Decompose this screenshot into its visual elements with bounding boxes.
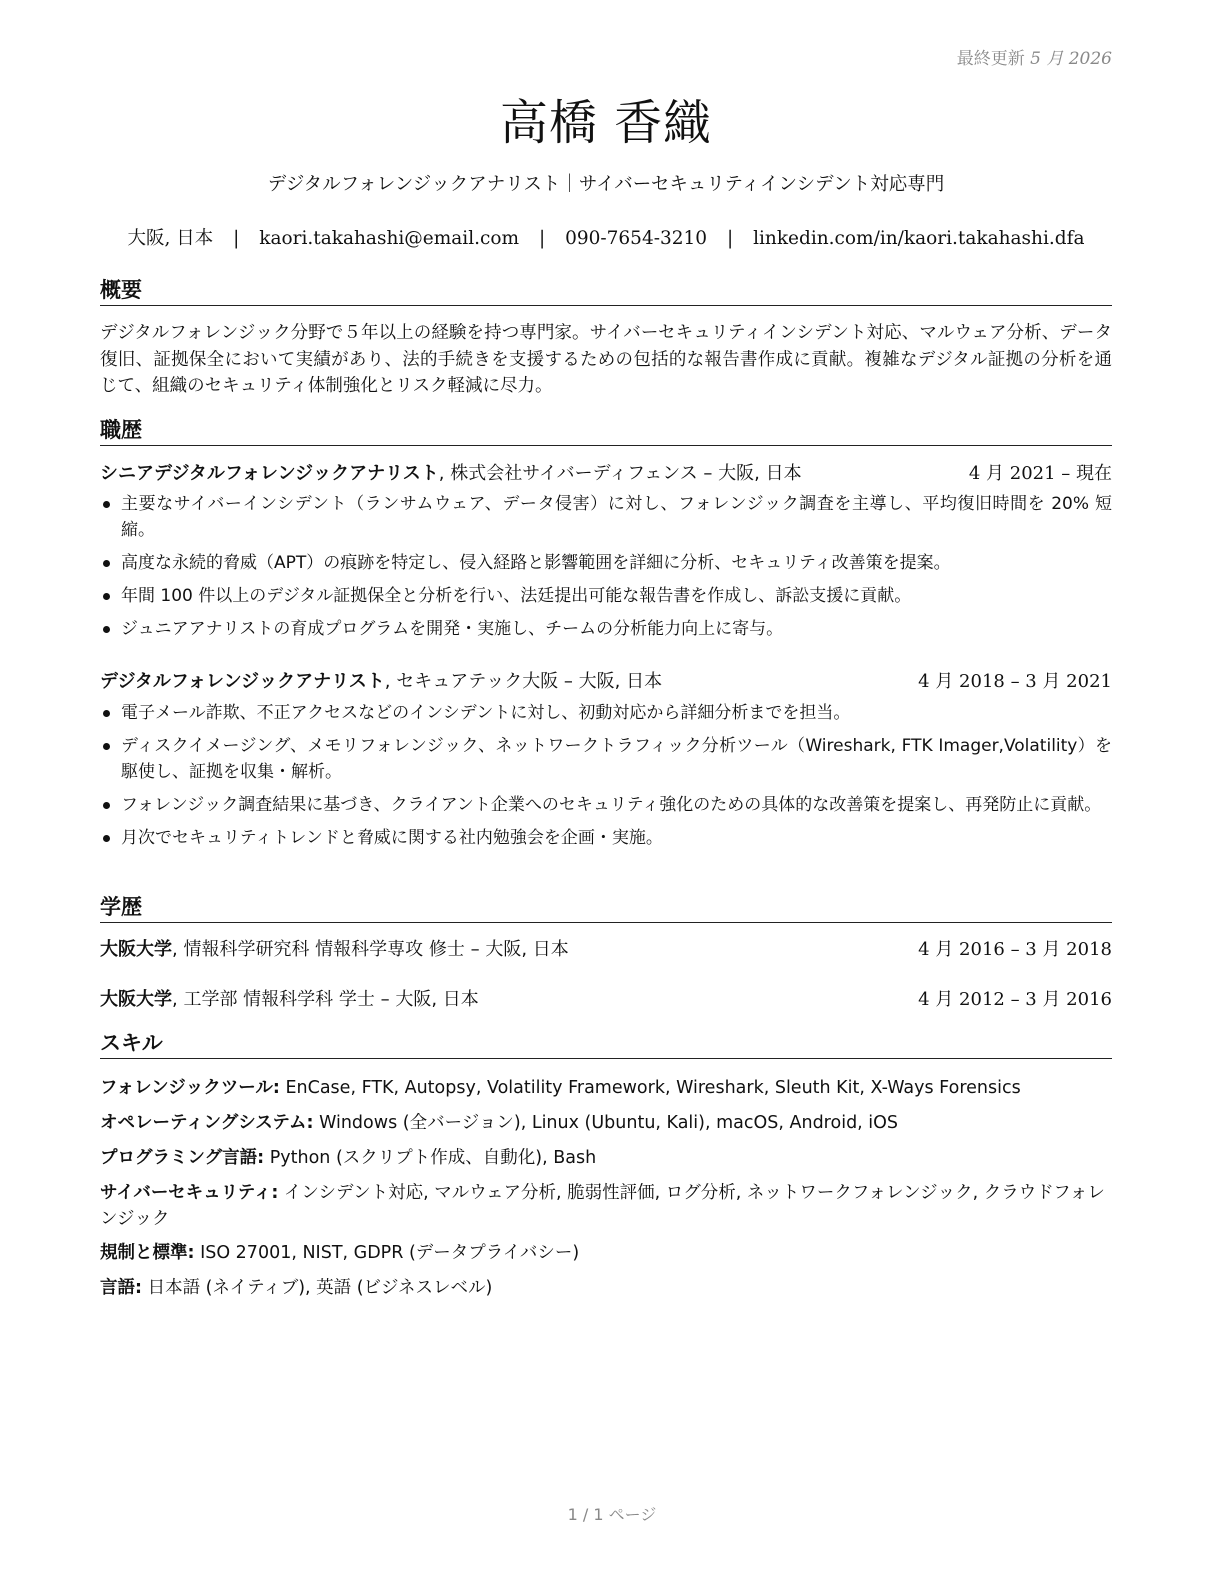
education-date: 4 月 2012 – 3 月 2016 bbox=[918, 989, 1112, 1010]
job-bullet: 主要なサイバーインシデント（ランサムウェア、データ侵害）に対し、フォレンジック調査を主導し、平均復旧時間を 20% 短縮。 bbox=[100, 491, 1112, 543]
job-bullet: ディスクイメージング、メモリフォレンジック、ネットワークトラフィック分析ツール（Wireshark, FTK Imager,Volatility）を駆使し、証拠を収集・解析。 bbox=[100, 733, 1112, 785]
education-date: 4 月 2016 – 3 月 2018 bbox=[918, 939, 1112, 960]
skill-row bbox=[100, 1240, 1112, 1266]
job-header bbox=[100, 670, 1112, 694]
contact-line bbox=[100, 224, 1112, 250]
person-name: 高橋 香織 bbox=[499, 95, 713, 151]
skill-row bbox=[100, 1145, 1112, 1171]
section-heading-summary: 概要 bbox=[100, 276, 1112, 306]
skill-value: 日本語 (ネイティブ), 英語 (ビジネスレベル) bbox=[142, 1278, 493, 1298]
school-name: 大阪大学 bbox=[100, 939, 172, 960]
section-heading-skills: スキル bbox=[100, 1029, 1112, 1059]
job-subtitle: デジタルフォレンジックアナリスト｜サイバーセキュリティインシデント対応専門 bbox=[267, 174, 945, 195]
contact-separator: | bbox=[726, 228, 734, 249]
last-updated-label: 最終更新 bbox=[956, 49, 1025, 69]
skill-value: インシデント対応, マルウェア分析, 脆弱性評価, ログ分析, ネットワークフォレンジック, クラウドフォレンジック bbox=[100, 1183, 1105, 1229]
job-bullet: フォレンジック調査結果に基づき、クライアント企業へのセキュリティ強化のための具体的な改善策を提案し、再発防止に貢献。 bbox=[100, 792, 1112, 818]
skill-row bbox=[100, 1275, 1112, 1301]
job-org: , 株式会社サイバーディフェンス – 大阪, 日本 bbox=[438, 463, 802, 484]
job-bullet: ジュニアアナリストの育成プログラムを開発・実施し、チームの分析能力向上に寄与。 bbox=[100, 616, 1112, 642]
contact-linkedin[interactable]: linkedin.com/in/kaori.takahashi.dfa bbox=[753, 228, 1085, 249]
summary-text: デジタルフォレンジック分野で５年以上の経験を持つ専門家。サイバーセキュリティインシデント対応、マルウェア分析、データ復旧、証拠保全において実績があり、法的手続きを支援するための包括的な報告書作成に貢献。複雑なデジタル証拠の分析を通じて、組織のセキュリティ体制強化とリスク軽減に尽力。 bbox=[100, 323, 1112, 396]
last-updated bbox=[957, 44, 1112, 69]
job-bullets bbox=[100, 491, 1112, 649]
job-bullet: 電子メール詐欺、不正アクセスなどのインシデントに対し、初動対応から詳細分析までを担当。 bbox=[100, 700, 1112, 726]
contact-location: 大阪, 日本 bbox=[127, 228, 214, 249]
skill-label: プログラミング言語: bbox=[100, 1148, 265, 1168]
job-bullet: 月次でセキュリティトレンドと脅威に関する社内勉強会を企画・実施。 bbox=[100, 825, 1112, 851]
education-item bbox=[100, 938, 1112, 962]
last-updated-date: 5 月 2026 bbox=[1030, 49, 1112, 69]
job-header bbox=[100, 462, 1112, 486]
skill-row bbox=[100, 1110, 1112, 1136]
skill-label: サイバーセキュリティ: bbox=[100, 1183, 279, 1203]
skill-label: 規制と標準: bbox=[100, 1243, 195, 1263]
job-title: デジタルフォレンジックアナリスト bbox=[100, 671, 385, 692]
contact-separator: | bbox=[233, 228, 240, 249]
section-heading-experience: 職歴 bbox=[100, 416, 1112, 446]
job-bullet: 高度な永続的脅威（APT）の痕跡を特定し、侵入経路と影響範囲を詳細に分析、セキュリティ改善策を提案。 bbox=[100, 550, 1112, 576]
skill-label: オペレーティングシステム: bbox=[100, 1113, 314, 1133]
skill-value: EnCase, FTK, Autopsy, Volatility Framework, Wireshark, Sleuth Kit, X-Ways Forensics bbox=[279, 1078, 1021, 1098]
degree-detail: , 情報科学研究科 情報科学専攻 修士 – 大阪, 日本 bbox=[172, 939, 569, 960]
job-title: シニアデジタルフォレンジックアナリスト bbox=[100, 463, 439, 484]
contact-separator: | bbox=[538, 228, 546, 249]
job-bullets bbox=[100, 700, 1112, 858]
job-bullet: 年間 100 件以上のデジタル証拠保全と分析を行い、法廷提出可能な報告書を作成し、訴訟支援に貢献。 bbox=[100, 583, 1112, 609]
contact-phone: 090-7654-3210 bbox=[565, 228, 708, 249]
skill-value: ISO 27001, NIST, GDPR (データプライバシー) bbox=[194, 1243, 580, 1263]
education-item bbox=[100, 988, 1112, 1012]
skill-row bbox=[100, 1180, 1112, 1232]
skill-row bbox=[100, 1075, 1112, 1101]
contact-email[interactable]: kaori.takahashi@email.com bbox=[259, 228, 520, 249]
skill-value: Python (スクリプト作成、自動化), Bash bbox=[264, 1148, 597, 1168]
skill-label: フォレンジックツール: bbox=[100, 1078, 280, 1098]
section-heading-education: 学歴 bbox=[100, 893, 1112, 923]
degree-detail: , 工学部 情報科学科 学士 – 大阪, 日本 bbox=[172, 989, 479, 1010]
page-number: 1 / 1 ページ bbox=[567, 1505, 657, 1524]
job-org: , セキュアテック大阪 – 大阪, 日本 bbox=[384, 671, 663, 692]
job-date: 4 月 2018 – 3 月 2021 bbox=[918, 671, 1112, 692]
resume-page bbox=[100, 0, 1112, 1584]
job-date: 4 月 2021 – 現在 bbox=[968, 463, 1112, 484]
school-name: 大阪大学 bbox=[100, 989, 172, 1010]
skill-label: 言語: bbox=[100, 1278, 142, 1298]
skill-value: Windows (全バージョン), Linux (Ubuntu, Kali), macOS, Android, iOS bbox=[313, 1113, 899, 1133]
